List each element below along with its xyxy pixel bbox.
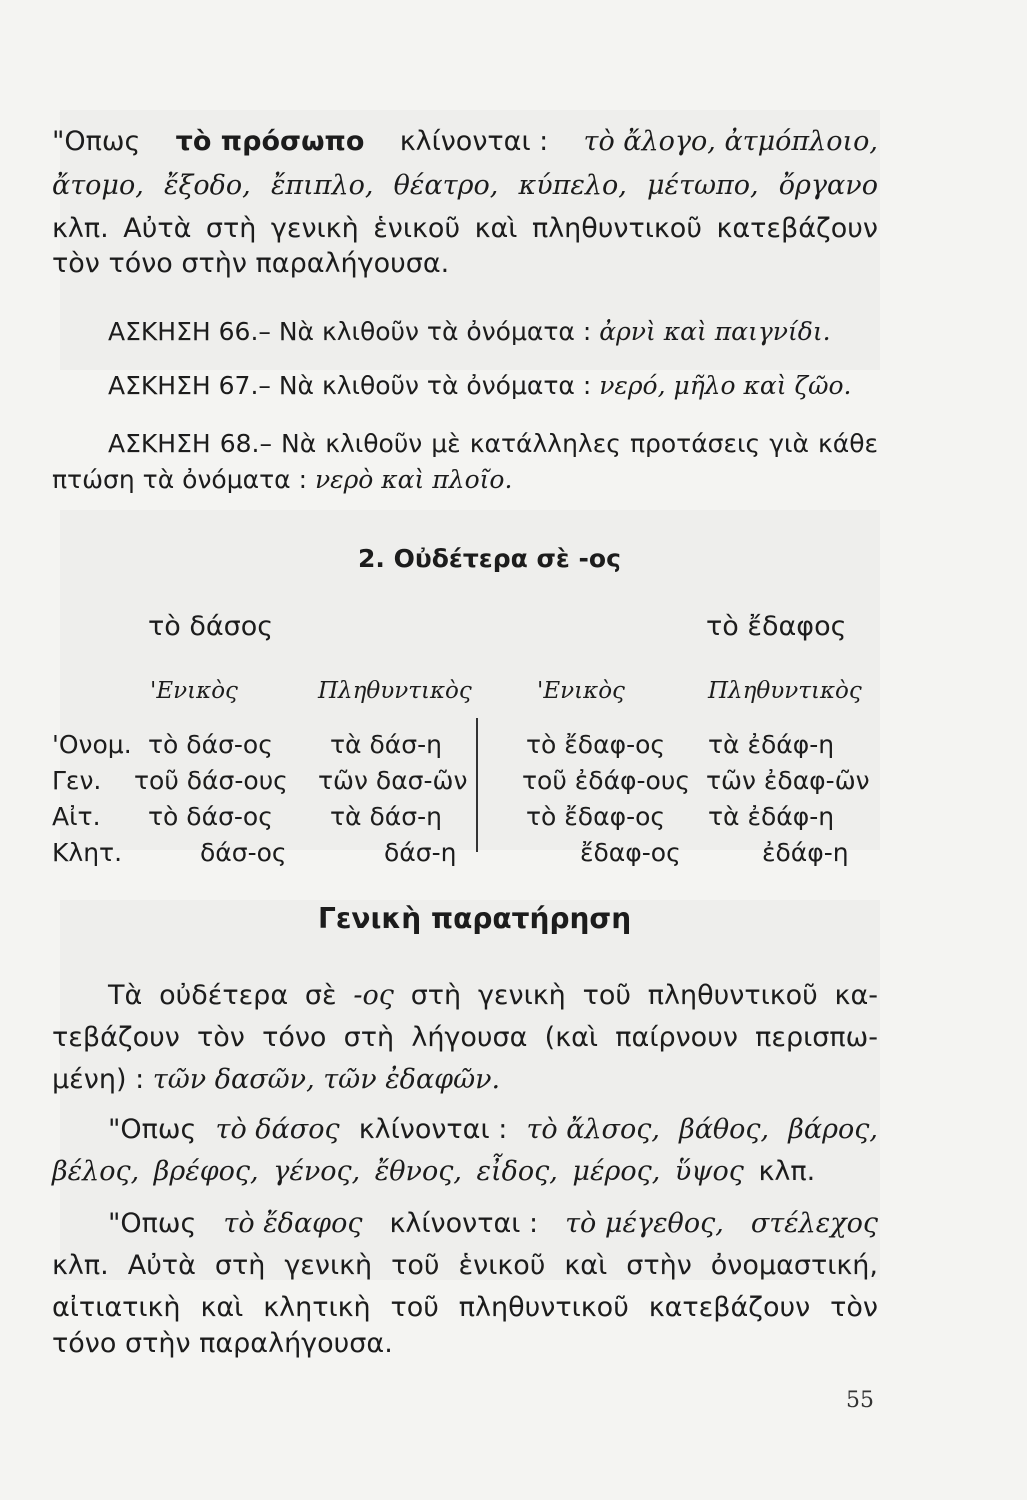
para3-line2 bbox=[52, 1156, 815, 1188]
word: Αὐτὰ bbox=[127, 1250, 196, 1281]
word: κα- bbox=[834, 980, 878, 1011]
word: 68.– bbox=[219, 429, 272, 458]
singular-edafos: τοῦ ἐδάφ-ους bbox=[522, 766, 690, 795]
word: τὸ μέγεθος, bbox=[565, 1208, 724, 1239]
singular-dasos: τοῦ δάσ-ους bbox=[134, 766, 288, 795]
plural-edafos: ἐδάφ-η bbox=[762, 838, 849, 867]
word: στὴ bbox=[343, 1022, 395, 1053]
word: παίρνουν bbox=[615, 1022, 738, 1053]
para4-line4: τόνο στὴν παραλήγουσα. bbox=[52, 1328, 393, 1359]
word: κατεβάζουν bbox=[648, 1292, 811, 1323]
para2-line2 bbox=[52, 1022, 878, 1054]
para2-line3 bbox=[52, 1064, 500, 1096]
word: ὕψος bbox=[674, 1156, 744, 1187]
word: τοῦ bbox=[582, 980, 631, 1011]
word: γενικὴ bbox=[477, 980, 566, 1011]
word: τὸ ἔδαφος bbox=[223, 1208, 363, 1239]
word: κλίνονται : bbox=[389, 1208, 539, 1239]
word: μέτωπο, bbox=[647, 170, 759, 201]
singular-edafos: τὸ ἔδαφ-ος bbox=[526, 802, 666, 831]
word: κλητικὴ bbox=[263, 1292, 371, 1323]
word: βάρος, bbox=[788, 1114, 878, 1145]
word: κλίνονται : bbox=[399, 126, 549, 157]
singular-dasos: δάσ-ος bbox=[200, 838, 287, 867]
word: οὐδέτερα bbox=[159, 980, 289, 1011]
plural-dasos: τὰ δάσ-η bbox=[330, 730, 442, 759]
case-label: 'Ονομ. bbox=[52, 730, 132, 759]
word: "Οπως bbox=[52, 126, 141, 157]
word: γενικὴ bbox=[270, 213, 359, 244]
word: ἑνικοῦ bbox=[458, 1250, 546, 1281]
table-divider bbox=[476, 718, 478, 852]
word: προτάσεις bbox=[629, 429, 761, 458]
exercise-68-label: πτώση τὰ ὀνόματα : bbox=[52, 465, 307, 494]
case-label: Αἰτ. bbox=[52, 802, 101, 831]
singular-dasos: τὸ δάσ-ος bbox=[148, 730, 273, 759]
word: -ος bbox=[353, 980, 394, 1011]
noun-title-edafos: τὸ ἔδαφος bbox=[706, 611, 847, 642]
plural-edafos: τὰ ἐδάφ-η bbox=[708, 730, 835, 759]
word: πληθυντικοῦ bbox=[647, 980, 818, 1011]
para4-line2 bbox=[52, 1250, 878, 1282]
para2-example-words: τῶν δασῶν, τῶν ἐδαφῶν. bbox=[152, 1064, 501, 1095]
word: περισπω- bbox=[755, 1022, 878, 1053]
case-label: Γεν. bbox=[52, 766, 102, 795]
word: στὴ bbox=[214, 1250, 266, 1281]
word: βρέφος, bbox=[153, 1156, 259, 1187]
word: κλιθοῦν bbox=[325, 429, 423, 458]
word: τεβάζουν bbox=[52, 1022, 180, 1053]
word: αἰτιατικὴ bbox=[52, 1292, 181, 1323]
exercise-67-words: νερό, μῆλο καὶ ζῶο. bbox=[599, 371, 852, 400]
exercise-66 bbox=[108, 316, 831, 348]
word: λήγουσα bbox=[411, 1022, 528, 1053]
word: ἔπιπλο, bbox=[270, 170, 374, 201]
para1-line1 bbox=[52, 126, 878, 158]
word: πληθυντικοῦ bbox=[458, 1292, 629, 1323]
word: κατάλληλες bbox=[469, 429, 621, 458]
word: γένος, bbox=[273, 1156, 361, 1187]
word: μέρος, bbox=[572, 1156, 661, 1187]
word: ἑνικοῦ bbox=[373, 213, 461, 244]
word: στὴν bbox=[626, 1250, 692, 1281]
para2-text: μένη) : bbox=[52, 1064, 145, 1095]
singular-edafos: ἔδαφ-ος bbox=[580, 838, 681, 867]
plural-edafos: τῶν ἐδαφ-ῶν bbox=[706, 766, 870, 795]
page-number: 55 bbox=[846, 1388, 874, 1413]
word: τοῦ bbox=[391, 1250, 440, 1281]
word: τὸν bbox=[830, 1292, 878, 1323]
header-plural-1: Πληθυντικὸς bbox=[318, 678, 472, 704]
para1-line3 bbox=[52, 213, 878, 245]
exercise-68-words: νερὸ καὶ πλοῖο. bbox=[314, 465, 513, 494]
word: σὲ bbox=[304, 980, 337, 1011]
exercise-68-line2 bbox=[52, 464, 512, 496]
plural-dasos: τῶν δασ-ῶν bbox=[318, 766, 468, 795]
word: βέλος, bbox=[52, 1156, 140, 1187]
section-title: 2. Οὐδέτερα σὲ -ος bbox=[358, 544, 621, 573]
word: τὸ πρόσωπο bbox=[175, 126, 365, 157]
word: στὴ bbox=[205, 213, 257, 244]
para4-line1 bbox=[108, 1208, 878, 1240]
word: μὲ bbox=[431, 429, 461, 458]
para1-line4: τὸν τόνο στὴν παραλήγουσα. bbox=[52, 248, 450, 279]
noun-title-dasos: τὸ δάσος bbox=[148, 611, 274, 642]
word: ἄτομο, bbox=[52, 170, 144, 201]
word: ΑΣΚΗΣΗ bbox=[108, 429, 211, 458]
general-note-title: Γενικὴ παρατήρηση bbox=[318, 902, 632, 935]
word: κλπ. bbox=[52, 213, 109, 244]
word: καὶ bbox=[564, 1250, 608, 1281]
word: τὸν bbox=[197, 1022, 245, 1053]
word: ἔξοδο, bbox=[164, 170, 251, 201]
singular-edafos: τὸ ἔδαφ-ος bbox=[526, 730, 666, 759]
word: καὶ bbox=[200, 1292, 244, 1323]
exercise-68-line1 bbox=[108, 428, 878, 460]
word: εἶδος, bbox=[476, 1156, 558, 1187]
plural-dasos: δάσ-η bbox=[384, 838, 457, 867]
word: γενικὴ bbox=[284, 1250, 373, 1281]
word: "Οπως bbox=[108, 1208, 197, 1239]
word: ὄργανο bbox=[778, 170, 878, 201]
word: ἔθνος, bbox=[374, 1156, 462, 1187]
word: ὀνομαστική, bbox=[710, 1250, 878, 1281]
para3-line1 bbox=[108, 1114, 878, 1146]
word: καὶ bbox=[474, 213, 518, 244]
word: κλπ. bbox=[758, 1156, 816, 1187]
case-label: Κλητ. bbox=[52, 838, 123, 867]
plural-dasos: τὰ δάσ-η bbox=[330, 802, 442, 831]
word: κλπ. bbox=[52, 1250, 109, 1281]
exercise-67-label: ΑΣΚΗΣΗ 67.– Νὰ κλιθοῦν τὰ ὀνόματα : bbox=[108, 371, 592, 400]
word: τὸ δάσος bbox=[215, 1114, 340, 1145]
word: Νὰ bbox=[281, 429, 317, 458]
header-plural-2: Πληθυντικὸς bbox=[708, 678, 862, 704]
para2-line1 bbox=[108, 980, 878, 1012]
word: θέατρο, bbox=[393, 170, 499, 201]
header-singular-2: 'Ενικὸς bbox=[537, 678, 625, 704]
word: Τὰ bbox=[108, 980, 143, 1011]
word: Αὐτὰ bbox=[123, 213, 192, 244]
word: πληθυντικοῦ bbox=[531, 213, 702, 244]
word: τοῦ bbox=[390, 1292, 439, 1323]
singular-dasos: τὸ δάσ-ος bbox=[148, 802, 273, 831]
para1-line2 bbox=[52, 170, 878, 202]
word: "Οπως bbox=[108, 1114, 197, 1145]
word: στὴ bbox=[410, 980, 462, 1011]
word: τὸ ἄλογο, ἀτμόπλοιο, bbox=[583, 126, 878, 157]
word: κύπελο, bbox=[518, 170, 627, 201]
para4-line3 bbox=[52, 1292, 878, 1324]
word: κλίνονται : bbox=[358, 1114, 508, 1145]
exercise-66-label: ΑΣΚΗΣΗ 66.– Νὰ κλιθοῦν τὰ ὀνόματα : bbox=[108, 317, 592, 346]
word: κάθε bbox=[817, 429, 879, 458]
plural-edafos: τὰ ἐδάφ-η bbox=[708, 802, 835, 831]
exercise-67 bbox=[108, 370, 852, 402]
word: τόνο bbox=[262, 1022, 327, 1053]
word: κατεβάζουν bbox=[716, 213, 878, 244]
word: βάθος, bbox=[679, 1114, 770, 1145]
exercise-66-words: ἀρνὶ καὶ παιγνίδι. bbox=[599, 317, 831, 346]
header-singular-1: 'Ενικὸς bbox=[150, 678, 238, 704]
word: γιὰ bbox=[769, 429, 809, 458]
word: στέλεχος bbox=[750, 1208, 879, 1239]
word: (καὶ bbox=[544, 1022, 599, 1053]
word: τὸ ἄλσος, bbox=[526, 1114, 660, 1145]
